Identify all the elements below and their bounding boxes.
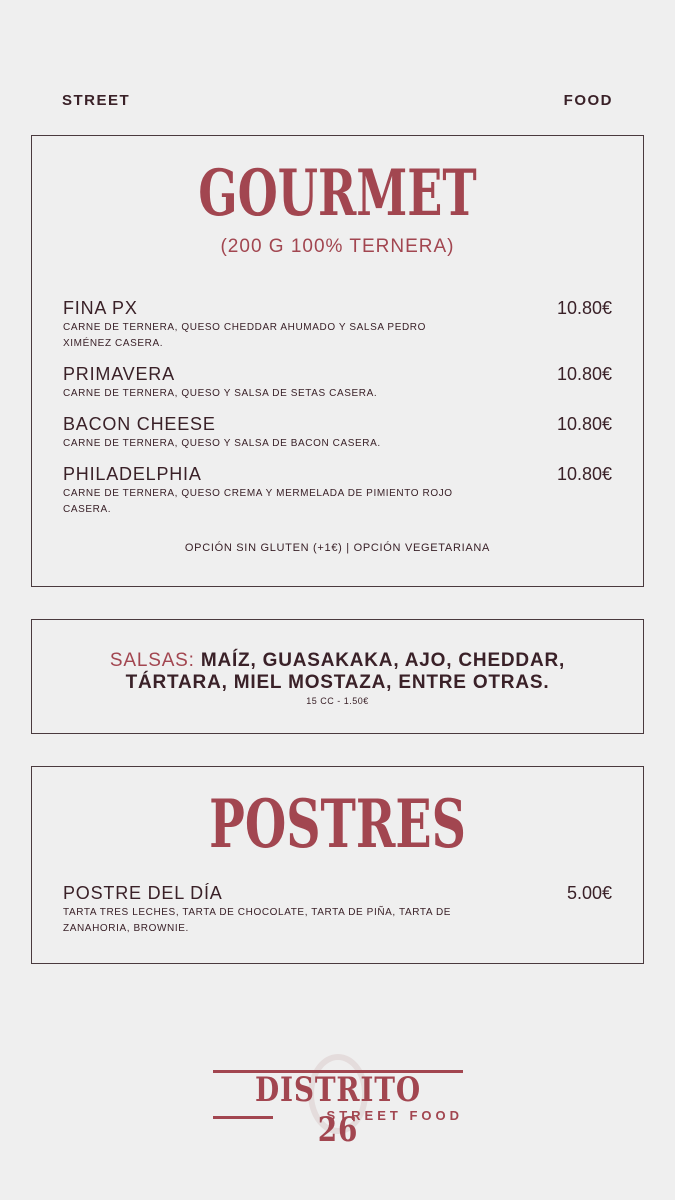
item-description: CARNE DE TERNERA, QUESO CHEDDAR AHUMADO Y SALSA PEDRO XIMÉNEZ CASERA. [63, 322, 426, 349]
gourmet-subtitle: (200 G 100% TERNERA) [220, 236, 455, 257]
menu-item [63, 464, 612, 518]
item-name: PHILADELPHIA [63, 464, 202, 484]
item-description: CARNE DE TERNERA, QUESO Y SALSA DE BACON CASERA. [63, 438, 381, 449]
logo-line [213, 1116, 273, 1119]
logo-name: DISTRITO 26 [255, 1070, 421, 1150]
brand-logo [213, 1062, 463, 1150]
menu-item [63, 414, 612, 452]
item-description: CARNE DE TERNERA, QUESO Y SALSA DE SETAS CASERA. [63, 388, 378, 399]
salsas-list-1: MAÍZ, GUASAKAKA, AJO, CHEDDAR, [200, 650, 566, 671]
salsas-label: SALSAS: [109, 650, 195, 671]
item-description: CARNE DE TERNERA, QUESO CREMA Y MERMELADA DE PIMIENTO ROJO CASERA. [63, 488, 453, 515]
postres-title: POSTRES [209, 785, 466, 863]
salsas-line-2: TÁRTARA, MIEL MOSTAZA, ENTRE OTRAS. [125, 672, 550, 693]
item-price: 10.80€ [556, 414, 612, 434]
header-street: STREET [62, 92, 131, 109]
options-note: OPCIÓN SIN GLUTEN (+1€) | OPCIÓN VEGETARIANA [184, 542, 491, 554]
menu-item [63, 883, 612, 937]
item-price: 10.80€ [556, 364, 612, 384]
item-name: FINA PX [63, 298, 138, 318]
item-name: POSTRE DEL DÍA [63, 883, 223, 903]
gourmet-title: GOURMET [198, 156, 477, 231]
header-food: FOOD [563, 92, 613, 109]
item-price: 10.80€ [556, 298, 612, 318]
salsas-price: 15 CC - 1.50€ [306, 696, 369, 706]
menu-item [63, 298, 612, 352]
item-name: BACON CHEESE [63, 414, 216, 434]
postres-section [31, 766, 644, 964]
item-description: TARTA TRES LECHES, TARTA DE CHOCOLATE, TARTA DE PIÑA, TARTA DE ZANAHORIA, BROWNIE. [63, 907, 452, 934]
salsas-section [31, 619, 644, 734]
salsas-line-1 [32, 650, 643, 672]
item-price: 5.00€ [566, 883, 612, 903]
gourmet-section [31, 135, 644, 587]
item-name: PRIMAVERA [63, 364, 175, 384]
item-price: 10.80€ [556, 464, 612, 484]
logo-subtitle: STREET FOOD [326, 1108, 463, 1123]
logo-subline [213, 1108, 463, 1126]
menu-item [63, 364, 612, 402]
